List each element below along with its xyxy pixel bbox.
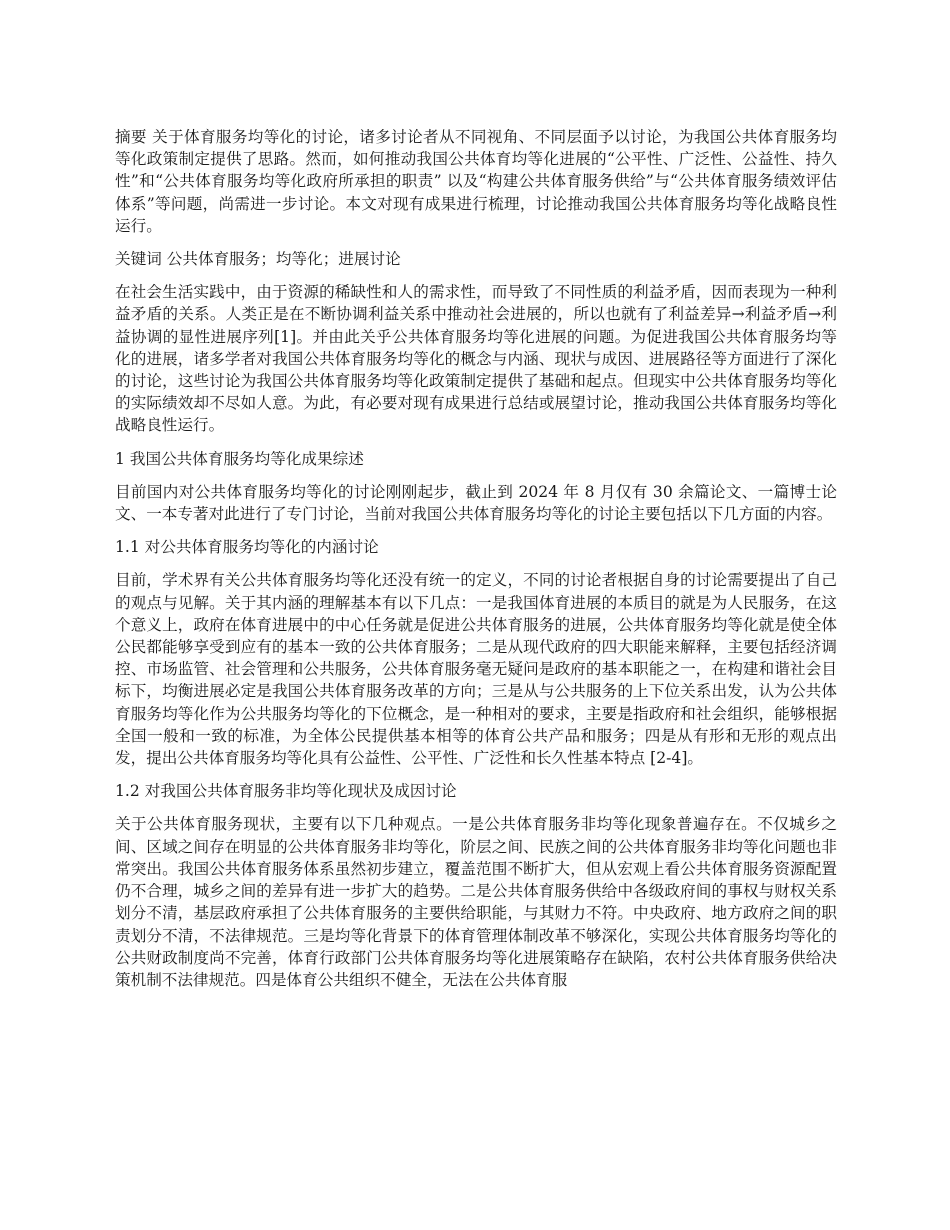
keywords-text: 公共体育服务；均等化；进展讨论 [166,250,401,269]
abstract-label: 摘要 [115,128,147,146]
intro-paragraph: 在社会生活实践中，由于资源的稀缺性和人的需求性，而导致了不同性质的利益矛盾，因而表现为一种利益矛盾的关系。人类正是在不断协调利益关系中推动社会进展的，所以也就有了利益差异→利益矛盾→利益协调的显性进展序列[1]。并由此关乎公共体育服务均等化进展的问题。为促进我国公共体育服务均等化的进展，诸多学者对我国公共体育服务均等化的概念与内涵、现状与成因、进展路径等方面进行了深化的讨论，这些讨论为我国公共体育服务均等化政策制定提供了基础和起点。但现实中公共体育服务均等化的实际绩效却不尽如人意。为此，有必要对现有成果进行总结或展望讨论，推动我国公共体育服务均等化战略良性运行。 [115,283,837,435]
section-1-1-paragraph: 目前，学术界有关公共体育服务均等化还没有统一的定义，不同的讨论者根据自身的讨论需要提出了自己的观点与见解。关于其内涵的理解基本有以下几点：一是我国体育进展的本质目的就是为人民服务，在这个意义上，政府在体育进展中的中心任务就是促进公共体育服务的进展，公共体育服务均等化就是使全体公民都能够享受到应有的基本一致的公共体育服务；二是从现代政府的四大职能来解释，主要包括经济调控、市场监管、社会管理和公共服务，公共体育服务毫无疑问是政府的基本职能之一，在构建和谐社会目标下，均衡进展必定是我国公共体育服务改革的方向；三是从与公共服务的上下位关系出发，认为公共体育服务均等化作为公共服务均等化的下位概念，是一种相对的要求，主要是指政府和社会组织，能够根据全国一般和一致的标准，为全体公民提供基本相等的体育公共产品和服务；四是从有形和无形的观点出发，提出公共体育服务均等化具有公益性、公平性、广泛性和长久性基本特点 [2-4]。 [115,571,837,768]
keywords-paragraph [115,248,837,270]
abstract-paragraph [115,126,837,237]
keywords-label: 关键词 [115,250,162,269]
abstract-text: 关于体育服务均等化的讨论，诸多讨论者从不同视角、不同层面予以讨论，为我国公共体育服务均等化政策制定提供了思路。然而，如何推动我国公共体育均等化进展的“公平性、广泛性、公益性、持久性”和“公共体育服务均等化政府所承担的职责” 以及“构建公共体育服务供给”与“公共体育服务绩效评估体系”等问题，尚需进一步讨论。本文对现有成果进行梳理，讨论推动我国公共体育服务均等化战略良性运行。 [115,128,837,235]
section-1-2-paragraph: 关于公共体育服务现状，主要有以下几种观点。一是公共体育服务非均等化现象普遍存在。不仅城乡之间、区域之间存在明显的公共体育服务非均等化，阶层之间、民族之间的公共体育服务非均等化问题也非常突出。我国公共体育服务体系虽然初步建立，覆盖范围不断扩大，但从宏观上看公共体育服务资源配置仍不合理，城乡之间的差异有进一步扩大的趋势。二是公共体育服务供给中各级政府间的事权与财权关系划分不清，基层政府承担了公共体育服务的主要供给职能，与其财力不符。中央政府、地方政府之间的职责划分不清，不法律规范。三是均等化背景下的体育管理体制改革不够深化，实现公共体育服务均等化的公共财政制度尚不完善，体育行政部门公共体育服务均等化进展策略存在缺陷，农村公共体育服务供给决策机制不法律规范。四是体育公共组织不健全，无法在公共体育服 [115,815,837,989]
section-1-1-heading: 1.1 对公共体育服务均等化的内涵讨论 [115,538,379,557]
section-1-heading: 1 我国公共体育服务均等化成果综述 [115,449,364,468]
document-body [115,126,837,1002]
section-1-2-heading: 1.2 对我国公共体育服务非均等化现状及成因讨论 [115,782,457,801]
section-1-paragraph: 目前国内对公共体育服务均等化的讨论刚刚起步，截止到 2024 年 8 月仅有 30 余篇论文、一篇博士论文、一本专著对此进行了专门讨论，当前对我国公共体育服务均等化的讨论主要包括以下几方面的内容。 [115,482,837,524]
